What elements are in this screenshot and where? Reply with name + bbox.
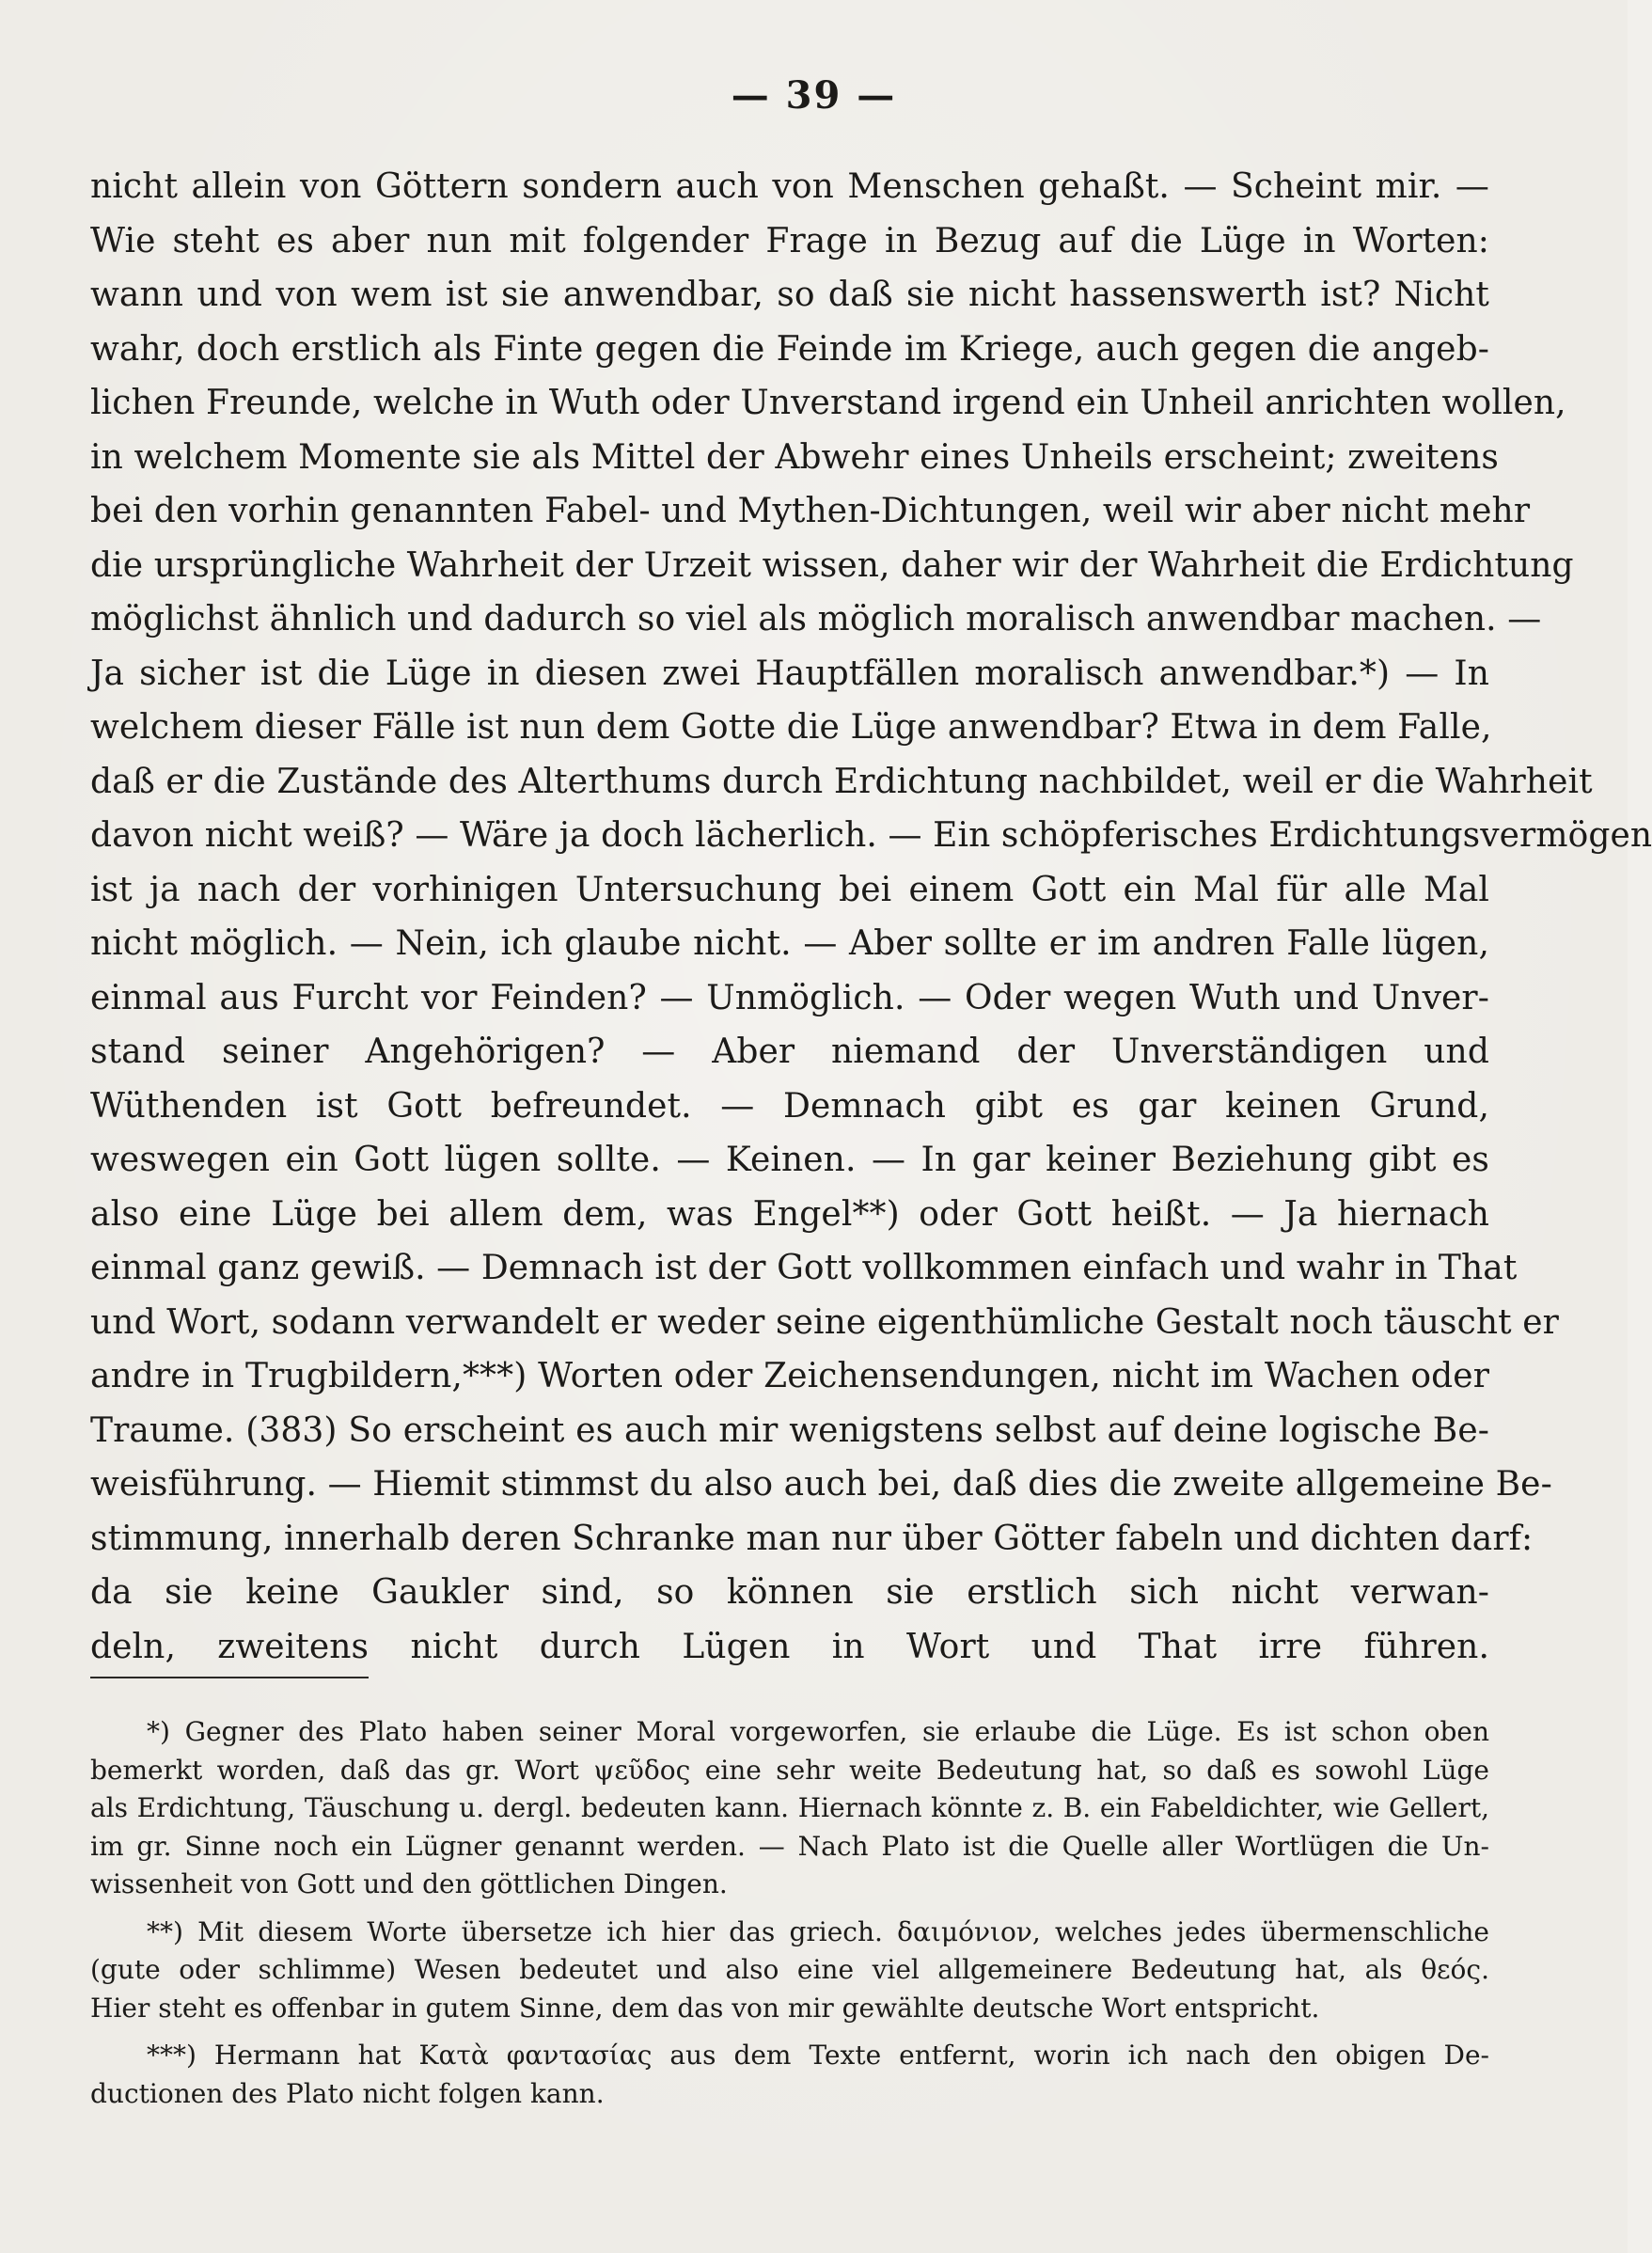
text-line: die ursprüngliche Wahrheit der Urzeit wissen, daher wir der Wahrheit die Erdichtung (90, 545, 1574, 585)
text-line: also eine Lüge bei allem dem, was Engel**) oder Gott heißt. — Ja hiernach (90, 1194, 1489, 1234)
footnote-line: (gute oder schlimme) Wesen bedeutet und also eine viel allgemeinere Bedeutung hat, als θεός. (90, 1954, 1489, 1985)
footnote-line: Hier steht es offenbar in gutem Sinne, dem das von mir gewählte deutsche Wort entspricht. (90, 1992, 1320, 2024)
text-line: ist ja nach der vorhinigen Untersuchung bei einem Gott ein Mal für alle Mal (90, 870, 1489, 909)
footnotes (90, 1713, 1489, 2113)
footnote-3 (90, 2037, 1489, 2113)
text-line: nicht möglich. — Nein, ich glaube nicht. — Aber sollte er im andren Falle lügen, (90, 924, 1489, 963)
footnote-line: *) Gegner des Plato haben seiner Moral vorgeworfen, sie erlaube die Lüge. Es ist schon oben (147, 1716, 1489, 1747)
text-line: welchem dieser Fälle ist nun dem Gotte die Lüge anwendbar? Etwa in dem Falle, (90, 708, 1492, 747)
text-line: einmal ganz gewiß. — Demnach ist der Gott vollkommen einfach und wahr in That (90, 1249, 1518, 1287)
footnote-line: im gr. Sinne noch ein Lügner genannt werden. — Nach Plato ist die Quelle aller Wortlügen die Un- (90, 1830, 1489, 1862)
text-line: wahr, doch erstlich als Finte gegen die Feinde im Kriege, auch gegen die angeb- (90, 329, 1489, 369)
text-line: andre in Trugbildern,***) Worten oder Zeichensendungen, nicht im Wachen oder (90, 1357, 1489, 1395)
text-line: weisführung. — Hiemit stimmst du also auch bei, daß dies die zweite allgemeine Be- (90, 1465, 1552, 1504)
text-line: nicht allein von Göttern sondern auch von Menschen gehaßt. — Scheint mir. — (90, 167, 1489, 206)
footnote-line: wissenheit von Gott und den göttlichen Dingen. (90, 1868, 728, 1899)
text-line: einmal aus Furcht vor Feinden? — Unmöglich. — Oder wegen Wuth und Unver- (90, 978, 1489, 1017)
page-number: — 39 — (731, 73, 897, 118)
text-line: in welchem Momente sie als Mittel der Abwehr eines Unheils erscheint; zweitens (90, 437, 1499, 477)
main-text-block (90, 160, 1652, 1674)
text-line: davon nicht weiß? — Wäre ja doch lächerlich. — Ein schöpferisches Erdichtungsvermögen (90, 816, 1652, 855)
text-line: Ja sicher ist die Lüge in diesen zwei Hauptfällen moralisch anwendbar.*) — In (90, 654, 1489, 693)
text-line: wann und von wem ist sie anwendbar, so daß sie nicht hassenswerth ist? Nicht (90, 276, 1489, 314)
text-line: bei den vorhin genannten Fabel- und Mythen-Dichtungen, weil wir aber nicht mehr (90, 492, 1531, 530)
text-line: stimmung, innerhalb deren Schranke man nur über Götter fabeln und dichten darf: (90, 1519, 1534, 1558)
footnote-line: ductionen des Plato nicht folgen kann. (90, 2077, 605, 2109)
text-line: stand seiner Angehörigen? — Aber niemand der Unverständigen und (90, 1032, 1489, 1071)
footnote-2 (90, 1914, 1489, 2028)
footnote-line: ***) Hermann hat Κατὰ φαντασίας aus dem Texte entfernt, worin ich nach den obigen De- (147, 2040, 1489, 2071)
footnote-divider (90, 1677, 369, 1678)
footnote-line: **) Mit diesem Worte übersetze ich hier das griech. δαιμόνιον, welches jedes übermenschliche (147, 1915, 1489, 1947)
text-line: möglichst ähnlich und dadurch so viel als möglich moralisch anwendbar machen. — (90, 600, 1542, 638)
text-line: Wie steht es aber nun mit folgender Frage in Bezug auf die Lüge in Worten: (90, 221, 1489, 260)
text-line: Traume. (383) So erscheint es auch mir wenigstens selbst auf deine logische Be- (90, 1410, 1489, 1450)
footnote-1 (90, 1713, 1489, 1904)
text-line: deln, zweitens nicht durch Lügen in Wort und That irre führen. (90, 1627, 1489, 1666)
text-line: Wüthenden ist Gott befreundet. — Demnach gibt es gar keinen Grund, (90, 1086, 1489, 1126)
text-line: daß er die Zustände des Alterthums durch Erdichtung nachbildet, weil er die Wahrheit (90, 762, 1593, 801)
text-line: weswegen ein Gott lügen sollte. — Keinen. — In gar keiner Beziehung gibt es (90, 1141, 1489, 1179)
text-line: lichen Freunde, welche in Wuth oder Unverstand irgend ein Unheil anrichten wollen, (90, 384, 1566, 422)
text-line: da sie keine Gaukler sind, so können sie erstlich sich nicht verwan- (90, 1573, 1489, 1612)
footnote-line: bemerkt worden, daß das gr. Wort ψεῦδος eine sehr weite Bedeutung hat, so daß es sowohl Lüge (90, 1754, 1489, 1786)
footnote-line: als Erdichtung, Täuschung u. dergl. bedeuten kann. Hiernach könnte z. B. ein Fabeldichter, wie Gellert, (90, 1792, 1489, 1823)
text-line: und Wort, sodann verwandelt er weder seine eigenthümliche Gestalt noch täuscht er (90, 1302, 1559, 1342)
